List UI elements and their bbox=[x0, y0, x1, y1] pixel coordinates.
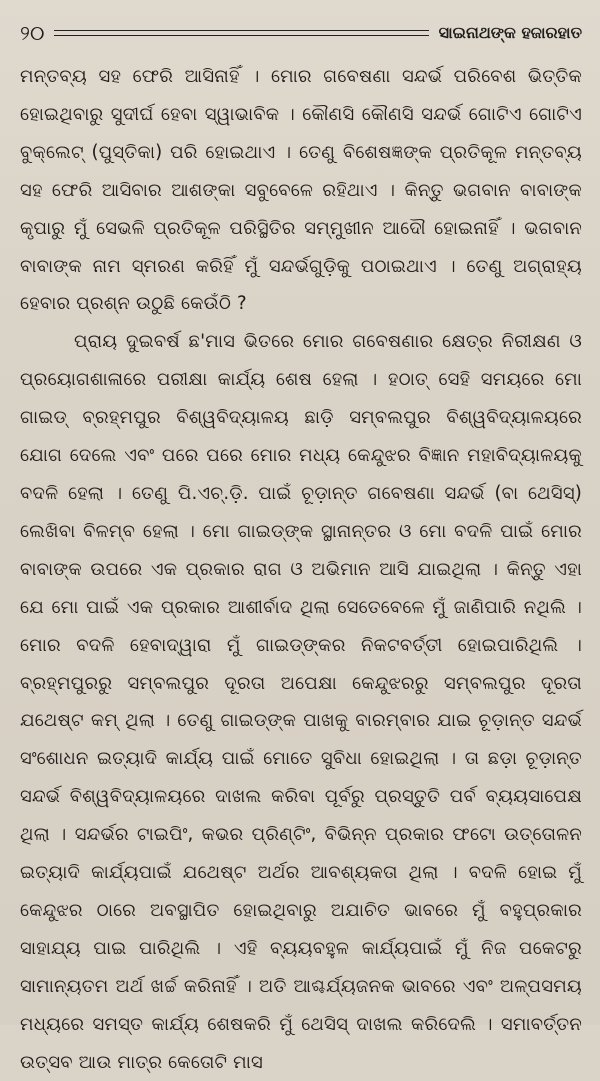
page-number: ୨୦ bbox=[20, 21, 45, 45]
header-rule bbox=[54, 30, 428, 36]
paragraph: ପ୍ରାୟ ଦୁଇବର୍ଷ ଛ'ମାସ ଭିତରେ ମୋର ଗବେଷଣାର କ୍ଷେତ୍ର ନିରୀକ୍ଷଣ ଓ ପ୍ରୟୋଗଶାଳାରେ ପରୀକ୍ଷା କାର୍ଯ୍ୟ ଶେଷ ହେଲା । ହଠାତ୍ ସେହି ସମୟରେ ମୋ ଗାଇଡ୍ ବ୍ରହ୍ମପୁର ବିଶ୍ୱବିଦ୍ୟାଳୟ ଛାଡ଼ି ସମ୍ବଲପୁର ବିଶ୍ୱବିଦ୍ୟାଳୟରେ ଯୋଗ ଦେଲେ ଏବଂ ପରେ ପରେ ମୋର ମଧ୍ୟ କେନ୍ଦୁଝର ବିଜ୍ଞାନ ମହାବିଦ୍ୟାଳୟକୁ ବଦଳି ହେଲା । ତେଣୁ ପି.ଏଚ୍.ଡ଼ି. ପାଇଁ ଚୂଡ଼ାନ୍ତ ଗବେଷଣା ସନ୍ଦର୍ଭ (ବା ଥେସିସ୍) ଲେଖିବା ବିଳମ୍ବ ହେଲା । ମୋ ଗାଇଡ୍‌ଙ୍କ ସ୍ଥାନାନ୍ତର ଓ ମୋ ବଦଳି ପାଇଁ ମୋର ବାବାଙ୍କ ଉପରେ ଏକ ପ୍ରକାର ରାଗ ଓ ଅଭିମାନ ଆସି ଯାଇଥିଲା । କିନ୍ତୁ ଏହା ଯେ ମୋ ପାଇଁ ଏକ ପ୍ରକାର ଆଶୀର୍ବାଦ ଥିଲା ସେତେବେଳେ ମୁଁ ଜାଣିପାରି ନଥିଲି । ମୋର ବଦଳି ହେବାଦ୍ୱାରା ମୁଁ ଗାଇଡ୍‌ଙ୍କର ନିକଟବର୍ତ୍ତୀ ହୋଇପାରିଥିଲି । ବ୍ରହ୍ମପୁରରୁ ସମ୍ବଲପୁର ଦୂରତା ଅପେକ୍ଷା କେନ୍ଦୁଝରରୁ ସମ୍ବଲପୁର ଦୂରତା ଯଥେଷ୍ଟ କମ୍ ଥିଲା । ତେଣୁ ଗାଇଡ୍‌ଙ୍କ ପାଖକୁ ବାରମ୍ବାର ଯାଇ ଚୂଡ଼ାନ୍ତ ସନ୍ଦର୍ଭ ସଂଶୋଧନ ଇତ୍ୟାଦି କାର୍ଯ୍ୟ ପାଇଁ ମୋତେ ସୁବିଧା ହୋଇଥିଲା । ତା ଛଡ଼ା ଚୂଡ଼ାନ୍ତ ସନ୍ଦର୍ଭ ବିଶ୍ୱବିଦ୍ୟାଳୟରେ ଦାଖଲ କରିବା ପୂର୍ବରୁ ପ୍ରସ୍ତୁତି ପର୍ବ ବ୍ୟୟସାପେକ୍ଷ ଥିଲା । ସନ୍ଦର୍ଭର ଟାଇପିଂ, କଭର ପ୍ରିଣ୍ଟିଂ, ବିଭିନ୍ନ ପ୍ରକାର ଫଟୋ ଉତ୍ତୋଳନ ଇତ୍ୟାଦି କାର୍ଯ୍ୟପାଇଁ ଯଥେଷ୍ଟ ଅର୍ଥର ଆବଶ୍ୟକତା ଥିଲା । ବଦଳି ହୋଇ ମୁଁ କେନ୍ଦୁଝର ଠାରେ ଅବସ୍ଥାପିତ ହୋଇଥିବାରୁ ଅଯାଚିତ ଭାବରେ ମୁଁ ବହୁପ୍ରକାର ସାହାଯ୍ୟ ପାଇ ପାରିଥିଲି । ଏହି ବ୍ୟୟବହୁଳ କାର୍ଯ୍ୟପାଇଁ ମୁଁ ନିଜ ପକେଟରୁ ସାମାନ୍ୟତମ ଅର୍ଥ ଖର୍ଚ୍ଚ କରିନାହିଁ । ଅତି ଆଶ୍ଚର୍ଯ୍ୟଜନକ ଭାବରେ ଏବଂ ଅଳ୍ପସମୟ ମଧ୍ୟରେ ସମସ୍ତ କାର୍ଯ୍ୟ ଶେଷକରି ମୁଁ ଥେସିସ୍ ଦାଖଲ କରିଦେଲି । ସମାବର୍ତ୍ତନ ଉତ୍ସବ ଆଉ ମାତ୍ର କେତୋଟି ମାସ bbox=[20, 331, 582, 1073]
paragraph: ମନ୍ତବ୍ୟ ସହ ଫେରି ଆସିନାହିଁ । ମୋର ଗବେଷଣା ସନ୍ଦର୍ଭ ପରିବେଶ ଭିତ୍ତିକ ହୋଇଥିବାରୁ ସୁଦୀର୍ଘ ହେବା ସ୍ୱାଭାବିକ । କୌଣସି କୌଣସି ସନ୍ଦର୍ଭ ଗୋଟିଏ ଗୋଟିଏ ବୁକ୍‌ଲେଟ୍ (ପୁସ୍ତିକା) ପରି ହୋଇଥାଏ । ତେଣୁ ବିଶେଷଜ୍ଞଙ୍କ ପ୍ରତିକୂଳ ମନ୍ତବ୍ୟ ସହ ଫେରି ଆସିବାର ଆଶଙ୍କା ସବୁବେଳେ ରହିଥାଏ । କିନ୍ତୁ ଭଗବାନ ବାବାଙ୍କ କୃପାରୁ ମୁଁ ସେଭଳି ପ୍ରତିକୂଳ ପରିସ୍ଥିତିର ସମ୍ମୁଖୀନ ଆଦୌ ହୋଇନାହିଁ । ଭଗବାନ ବାବାଙ୍କ ନାମ ସ୍ମରଣ କରିହିଁ ମୁଁ ସନ୍ଦର୍ଭଗୁଡ଼ିକୁ ପଠାଇଥାଏ । ତେଣୁ ଅଗ୍ରାହ୍ୟ ହେବାର ପ୍ରଶ୍ନ ଉଠୁଛି କେଉଁଠି ? bbox=[20, 66, 582, 315]
body-text bbox=[20, 58, 582, 1081]
running-title: ସାଇନାଥଙ୍କ ହଜାରହାତ bbox=[438, 23, 582, 42]
page-header bbox=[20, 22, 582, 44]
